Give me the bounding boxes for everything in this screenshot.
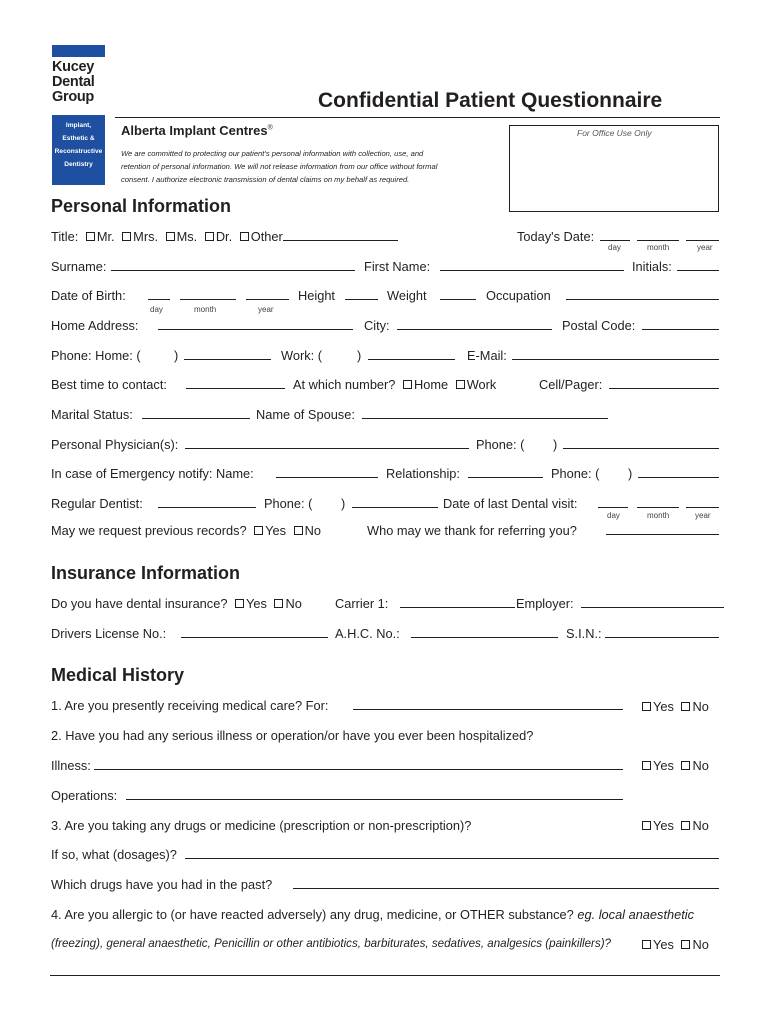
initials-field[interactable] — [677, 259, 719, 271]
q2-label: 2. Have you had any serious illness or operation/or have you ever been hospitalized? — [51, 728, 534, 743]
insurance-yes-checkbox[interactable] — [235, 599, 244, 608]
employer-field[interactable] — [581, 596, 724, 608]
spouse-field[interactable] — [362, 407, 608, 419]
last-visit-year-caption: year — [695, 511, 711, 520]
marital-label: Marital Status: — [51, 407, 133, 422]
logo-top-bar — [52, 45, 105, 57]
q3-options: Yes No — [638, 818, 709, 833]
operations-field[interactable] — [126, 788, 623, 800]
title-ms-checkbox[interactable] — [166, 232, 175, 241]
physician-phone-close: ) — [553, 437, 558, 452]
header-subtitle: Alberta Implant Centres® — [121, 123, 273, 138]
occupation-field[interactable] — [566, 288, 719, 300]
home-address-label: Home Address: — [51, 318, 139, 333]
sin-field[interactable] — [605, 626, 719, 638]
phone-work-field[interactable] — [368, 348, 455, 360]
height-label: Height — [298, 288, 335, 303]
today-month-caption: month — [647, 243, 670, 252]
dentist-phone-label: Phone: ( — [264, 496, 313, 511]
title-mr-checkbox[interactable] — [86, 232, 95, 241]
weight-label: Weight — [387, 288, 427, 303]
ahc-label: A.H.C. No.: — [335, 626, 400, 641]
dob-month-caption: month — [194, 305, 217, 314]
dob-day-caption: day — [150, 305, 163, 314]
first-name-label: First Name: — [364, 259, 431, 274]
emergency-phone-label: Phone: ( — [551, 466, 600, 481]
today-year-field[interactable] — [686, 229, 719, 241]
q3-no-checkbox[interactable] — [681, 821, 690, 830]
insurance-heading: Insurance Information — [51, 563, 241, 583]
dentist-phone-field[interactable] — [352, 496, 438, 508]
today-year-caption: year — [697, 243, 713, 252]
postal-code-label: Postal Code: — [562, 318, 636, 333]
logo-tagline-box: Implant, Esthetic & Reconstructive Dentistry — [52, 115, 105, 185]
q4-options: Yes No — [638, 937, 709, 952]
operations-label: Operations: — [51, 788, 118, 803]
q4-no-checkbox[interactable] — [681, 940, 690, 949]
physician-phone-field[interactable] — [563, 437, 719, 449]
past-drugs-field[interactable] — [293, 877, 719, 889]
regular-dentist-label: Regular Dentist: — [51, 496, 143, 511]
today-day-caption: day — [608, 243, 621, 252]
dob-year-field[interactable] — [246, 288, 289, 300]
q2-no-checkbox[interactable] — [681, 761, 690, 770]
last-visit-year-field[interactable] — [686, 496, 719, 508]
personal-info-heading: Personal Information — [51, 196, 232, 216]
insurance-no-checkbox[interactable] — [274, 599, 283, 608]
illness-label: Illness: — [51, 758, 91, 773]
illness-field[interactable] — [94, 758, 623, 770]
q1-yes-checkbox[interactable] — [642, 702, 651, 711]
logo — [52, 45, 105, 185]
emergency-label: In case of Emergency notify: Name: — [51, 466, 254, 481]
q2-options: Yes No — [638, 758, 709, 773]
physician-label: Personal Physician(s): — [51, 437, 179, 452]
logo-name: Kucey Dental Group — [52, 59, 95, 105]
dental-insurance-row: Do you have dental insurance? Yes No — [51, 596, 302, 611]
contact-home-checkbox[interactable] — [403, 380, 412, 389]
office-use-box — [509, 125, 719, 212]
physician-field[interactable] — [185, 437, 469, 449]
emergency-phone-field[interactable] — [638, 466, 719, 478]
header-rule — [115, 117, 720, 118]
q4-line1: 4. Are you allergic to (or have reacted adversely) any drug, medicine, or OTHER substance? eg. local anaesthetic — [51, 907, 695, 922]
carrier-field[interactable] — [400, 596, 515, 608]
which-number-row: At which number? Home Work — [293, 377, 497, 392]
todays-date-label: Today's Date: — [517, 229, 595, 244]
postal-code-field[interactable] — [642, 318, 719, 330]
q3-label: 3. Are you taking any drugs or medicine (prescription or non-prescription)? — [51, 818, 472, 833]
privacy-disclaimer: We are committed to protecting our patient's personal information with collection, use, and retention of personal information. We will not release information from our office without formal consent. I authorize electronic transmission of dental claims on my behalf as required. — [121, 149, 438, 184]
dob-month-field[interactable] — [180, 288, 236, 300]
last-visit-month-field[interactable] — [637, 496, 679, 508]
office-use-label: For Office Use Only — [577, 128, 652, 138]
last-visit-month-caption: month — [647, 511, 670, 520]
records-row: May we request previous records? Yes No — [51, 523, 321, 538]
license-field[interactable] — [181, 626, 328, 638]
title-other-field[interactable] — [283, 229, 398, 241]
last-visit-day-field[interactable] — [598, 496, 628, 508]
q4-yes-checkbox[interactable] — [642, 940, 651, 949]
relationship-field[interactable] — [468, 466, 543, 478]
sin-label: S.I.N.: — [566, 626, 602, 641]
medical-heading: Medical History — [51, 665, 185, 685]
first-name-field[interactable] — [440, 259, 624, 271]
email-label: E-Mail: — [467, 348, 507, 363]
today-month-field[interactable] — [637, 229, 679, 241]
dob-year-caption: year — [258, 305, 274, 314]
records-no-checkbox[interactable] — [294, 526, 303, 535]
last-visit-day-caption: day — [607, 511, 620, 520]
regular-dentist-field[interactable] — [158, 496, 256, 508]
license-label: Drivers License No.: — [51, 626, 167, 641]
title-dr-checkbox[interactable] — [205, 232, 214, 241]
phone-work-label: Work: ( — [281, 348, 322, 363]
past-drugs-label: Which drugs have you had in the past? — [51, 877, 273, 892]
last-visit-label: Date of last Dental visit: — [443, 496, 578, 511]
dosages-label: If so, what (dosages)? — [51, 847, 177, 862]
occupation-label: Occupation — [486, 288, 551, 303]
carrier-label: Carrier 1: — [335, 596, 389, 611]
q3-yes-checkbox[interactable] — [642, 821, 651, 830]
height-field[interactable] — [345, 288, 378, 300]
q1-field[interactable] — [353, 698, 623, 710]
dob-label: Date of Birth: — [51, 288, 126, 303]
city-field[interactable] — [397, 318, 552, 330]
footer-rule — [50, 975, 720, 976]
best-time-field[interactable] — [186, 377, 285, 389]
cell-label: Cell/Pager: — [539, 377, 603, 392]
dentist-phone-close: ) — [341, 496, 346, 511]
records-yes-checkbox[interactable] — [254, 526, 263, 535]
dob-day-field[interactable] — [148, 288, 170, 300]
q4-line2: (freezing), general anaesthetic, Penicillin or other antibiotics, barbiturates, sedatives, analgesics (painkillers)? — [51, 937, 612, 950]
marital-field[interactable] — [142, 407, 250, 419]
ahc-field[interactable] — [411, 626, 558, 638]
employer-label: Employer: — [516, 596, 574, 611]
surname-label: Surname: — [51, 259, 107, 274]
today-day-field[interactable] — [600, 229, 630, 241]
contact-work-checkbox[interactable] — [456, 380, 465, 389]
title-other-checkbox[interactable] — [240, 232, 249, 241]
dosages-field[interactable] — [185, 847, 719, 859]
q1-no-checkbox[interactable] — [681, 702, 690, 711]
spouse-label: Name of Spouse: — [256, 407, 355, 422]
q2-yes-checkbox[interactable] — [642, 761, 651, 770]
initials-label: Initials: — [632, 259, 672, 274]
home-address-field[interactable] — [158, 318, 353, 330]
title-row: Title: Mr. Mrs. Ms. Dr. Other — [51, 229, 398, 244]
emergency-name-field[interactable] — [276, 466, 378, 478]
surname-field[interactable] — [111, 259, 355, 271]
referring-label: Who may we thank for referring you? — [367, 523, 577, 538]
cell-field[interactable] — [609, 377, 719, 389]
emergency-phone-close: ) — [628, 466, 633, 481]
title-mrs-checkbox[interactable] — [122, 232, 131, 241]
page-title: Confidential Patient Questionnaire — [318, 89, 663, 112]
phone-work-area-close: ) — [357, 348, 362, 363]
phone-home-field[interactable] — [184, 348, 271, 360]
phone-home-area-close: ) — [174, 348, 179, 363]
q1-options: Yes No — [638, 699, 709, 714]
relationship-label: Relationship: — [386, 466, 460, 481]
weight-field[interactable] — [440, 288, 476, 300]
city-label: City: — [364, 318, 390, 333]
phone-home-label: Phone: Home: ( — [51, 348, 141, 363]
q1-label: 1. Are you presently receiving medical care? For: — [51, 698, 329, 713]
physician-phone-label: Phone: ( — [476, 437, 525, 452]
referring-field[interactable] — [606, 523, 719, 535]
email-field[interactable] — [512, 348, 719, 360]
best-time-label: Best time to contact: — [51, 377, 167, 392]
